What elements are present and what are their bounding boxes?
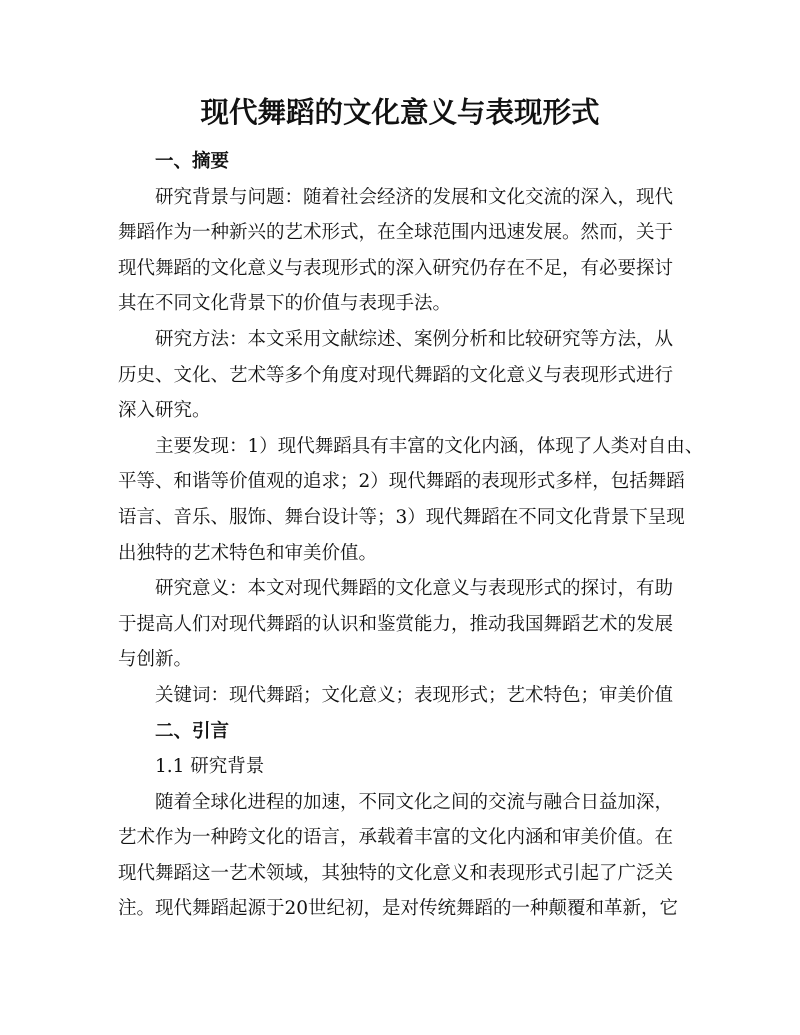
paragraph-line: 与创新。	[118, 649, 193, 671]
abstract-paragraph-findings	[118, 429, 758, 571]
introduction-paragraph	[118, 785, 758, 927]
paragraph-line: 现代舞蹈这一艺术领域，其独特的文化意义和表现形式引起了广泛关	[118, 862, 674, 884]
section-heading-abstract: 一、摘要	[155, 151, 230, 172]
document-title: 现代舞蹈的文化意义与表现形式	[200, 95, 600, 129]
section-heading-introduction: 二、引言	[155, 720, 230, 742]
paragraph-line: 现代舞蹈的文化意义与表现形式的深入研究仍存在不足，有必要探讨	[118, 257, 674, 279]
paragraph-line: 深入研究。	[118, 400, 211, 422]
keywords-line: 关键词：现代舞蹈；文化意义；表现形式；艺术特色；审美价值	[155, 684, 674, 706]
paragraph-line: 研究方法：本文采用文献综述、案例分析和比较研究等方法，从	[155, 328, 674, 350]
paragraph-line: 注。现代舞蹈起源于20世纪初，是对传统舞蹈的一种颠覆和革新，它	[118, 898, 679, 920]
document-body	[118, 144, 758, 927]
paragraph-line: 研究意义：本文对现代舞蹈的文化意义与表现形式的探讨，有助	[155, 578, 674, 600]
paragraph-line: 主要发现：1）现代舞蹈具有丰富的文化内涵，体现了人类对自由、	[155, 435, 704, 457]
paragraph-line: 出独特的艺术特色和审美价值。	[118, 542, 378, 564]
paragraph-line: 历史、文化、艺术等多个角度对现代舞蹈的文化意义与表现形式进行	[118, 364, 674, 386]
paragraph-line: 平等、和谐等价值观的追求；2）现代舞蹈的表现形式多样，包括舞蹈	[118, 471, 685, 493]
subsection-heading-background: 1.1 研究背景	[155, 756, 265, 778]
paragraph-line: 其在不同文化背景下的价值与表现手法。	[118, 293, 452, 315]
paragraph-line: 于提高人们对现代舞蹈的认识和鉴赏能力，推动我国舞蹈艺术的发展	[118, 613, 674, 635]
abstract-paragraph-methods	[118, 322, 758, 429]
paragraph-line: 语言、音乐、服饰、舞台设计等；3）现代舞蹈在不同文化背景下呈现	[118, 506, 685, 528]
paragraph-line: 随着全球化进程的加速，不同文化之间的交流与融合日益加深，	[155, 791, 674, 813]
abstract-paragraph-significance	[118, 571, 758, 678]
abstract-paragraph-background	[118, 180, 758, 322]
paragraph-line: 艺术作为一种跨文化的语言，承载着丰富的文化内涵和审美价值。在	[118, 827, 674, 849]
paragraph-line: 研究背景与问题：随着社会经济的发展和文化交流的深入，现代	[155, 186, 674, 208]
paragraph-line: 舞蹈作为一种新兴的艺术形式，在全球范围内迅速发展。然而，关于	[118, 222, 674, 244]
